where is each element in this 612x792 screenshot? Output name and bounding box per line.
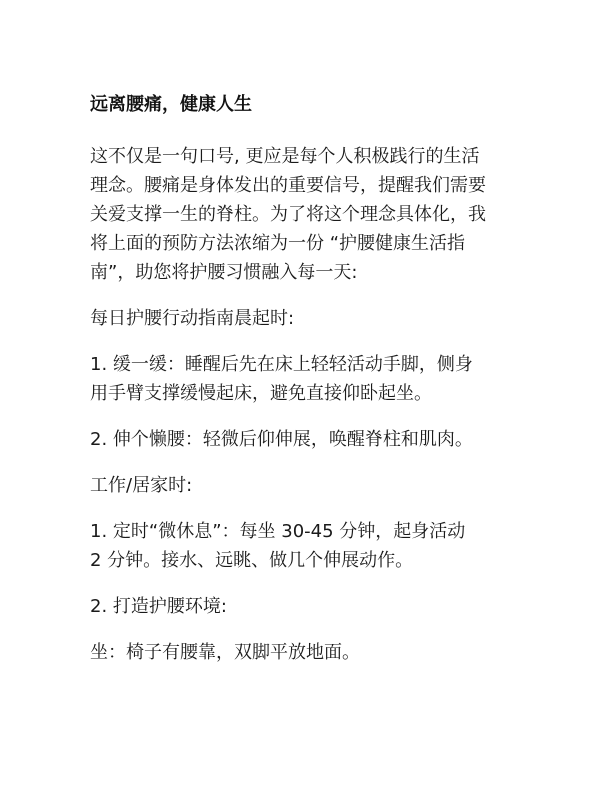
work-item-1-line: 2 分钟。接水、远眺、做几个伸展动作。 [90, 550, 414, 571]
morning-item-1-line: 1. 缓一缓：睡醒后先在床上轻轻活动手脚，侧身 [90, 354, 473, 375]
intro-line: 将上面的预防方法浓缩为一份 “护腰健康生活指 [90, 233, 466, 254]
work-item-1 [90, 517, 530, 575]
document-title: 远离腰痛，健康人生 [90, 94, 252, 115]
intro-line: 这不仅是一句口号, 更应是每个人积极践行的生活 [90, 146, 480, 167]
morning-item-1-line: 用手臂支撑缓慢起床，避免直接仰卧起坐。 [90, 383, 432, 404]
work-item-2: 2. 打造护腰环境: [90, 596, 227, 617]
section-heading-work: 工作/居家时: [90, 475, 193, 496]
work-item-1-line: 1. 定时“微休息”：每坐 30-45 分钟，起身活动 [90, 521, 466, 542]
intro-line: 关爱支撑一生的脊柱。为了将这个理念具体化，我 [90, 204, 486, 225]
sitting-tip: 坐：椅子有腰靠，双脚平放地面。 [90, 642, 360, 663]
document-body [90, 92, 530, 684]
morning-item-2: 2. 伸个懒腰：轻微后仰伸展，唤醒脊柱和肌肉。 [90, 429, 473, 450]
intro-line: 理念。腰痛是身体发出的重要信号，提醒我们需要 [90, 175, 486, 196]
intro-paragraph [90, 142, 530, 287]
intro-line: 南”，助您将护腰习惯融入每一天: [90, 262, 358, 283]
section-heading-morning: 每日护腰行动指南晨起时: [90, 308, 295, 329]
morning-item-1 [90, 350, 530, 408]
